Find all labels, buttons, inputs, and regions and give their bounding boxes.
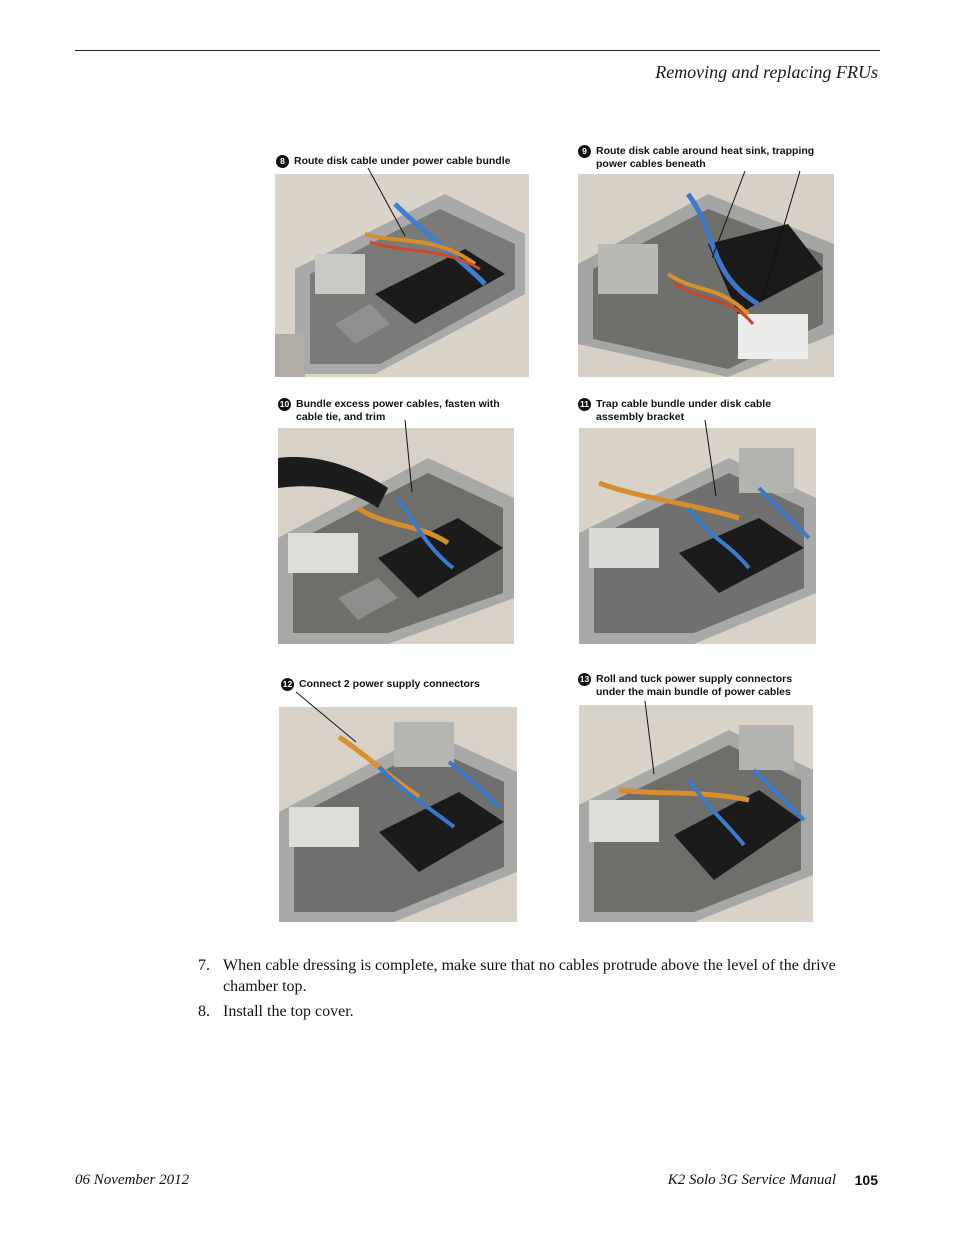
caption-text: Route disk cable under power cable bundle	[294, 155, 511, 167]
step-number: 8.	[198, 1003, 210, 1020]
caption-text-line2: power cables beneath	[596, 158, 706, 170]
step-number-badge: 9	[578, 145, 591, 158]
server-photo	[279, 707, 517, 922]
header-rule	[75, 50, 880, 51]
caption-text: Trap cable bundle under disk cable	[596, 398, 772, 410]
figure-caption	[276, 155, 510, 168]
server-photo	[579, 428, 816, 644]
figure-caption	[281, 678, 480, 691]
caption-text: Roll and tuck power supply connectors	[596, 673, 793, 685]
server-photo	[275, 174, 529, 377]
step-number: 7.	[198, 957, 210, 974]
caption-text-line2: under the main bundle of power cables	[596, 686, 791, 698]
figure-caption	[578, 398, 771, 424]
server-photo	[578, 174, 834, 377]
caption-text: Route disk cable around heat sink, trapping	[596, 145, 815, 157]
step-number-badge: 12	[282, 679, 293, 689]
step-number-badge: 10	[279, 399, 290, 409]
caption-text-line2: cable tie, and trim	[296, 411, 386, 423]
figure-caption	[578, 673, 792, 699]
list-item	[198, 1001, 888, 1022]
step-number-badge: 11	[580, 399, 589, 409]
caption-text: Bundle excess power cables, fasten with	[296, 398, 500, 410]
figure-caption	[578, 145, 814, 171]
footer-date: 06 November 2012	[75, 1172, 190, 1188]
server-photo	[579, 705, 813, 922]
caption-text: Connect 2 power supply connectors	[299, 678, 480, 690]
caption-text-line2: assembly bracket	[596, 411, 685, 423]
footer-manual-title: K2 Solo 3G Service Manual	[667, 1172, 836, 1188]
step-text: Install the top cover.	[223, 1003, 354, 1020]
section-title: Removing and replacing FRUs	[655, 62, 878, 82]
list-item	[198, 955, 888, 997]
step-number-badge: 8	[276, 155, 289, 168]
figure-caption	[278, 398, 500, 424]
server-photo	[278, 428, 514, 644]
step-text: When cable dressing is complete, make sure that no cables protrude above the level of the drive chamber top.	[223, 957, 836, 995]
step-number-badge: 13	[579, 674, 590, 684]
instruction-steps	[198, 955, 888, 1026]
page-number: 105	[854, 1172, 878, 1188]
